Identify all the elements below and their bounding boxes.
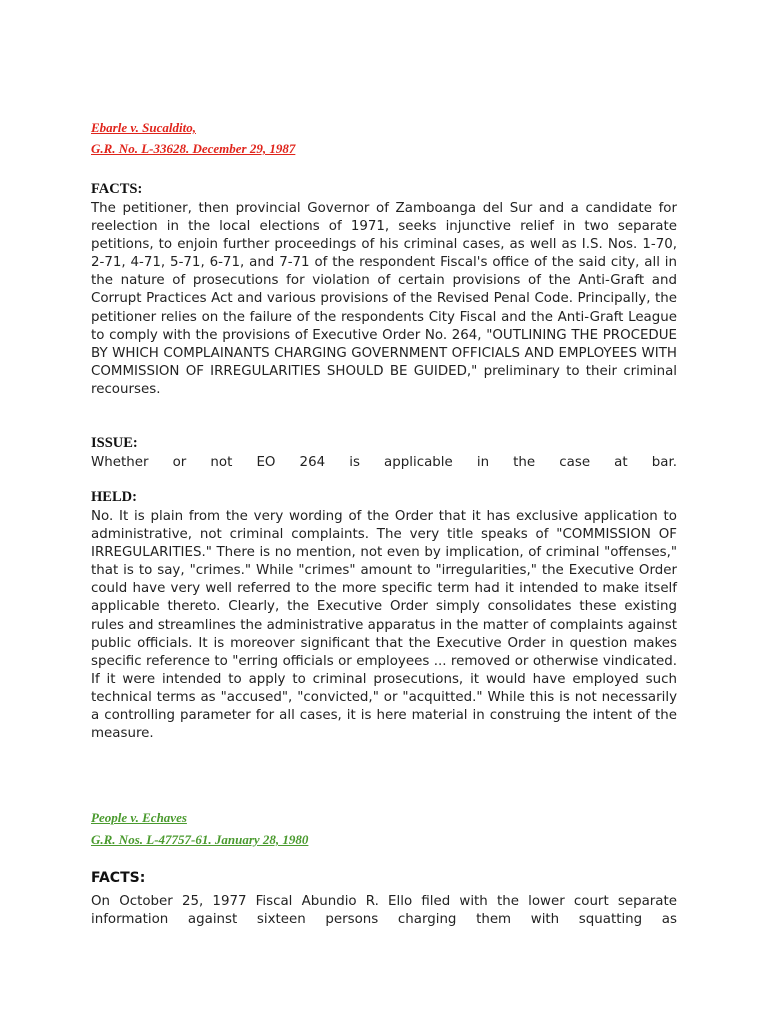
facts-heading: FACTS: [91,181,143,197]
facts-paragraph: On October 25, 1977 Fiscal Abundio R. Ello filed with the lower court separate information against sixteen persons charging them with squatting as [91,894,677,928]
facts-paragraph: The petitioner, then provincial Governor of Zamboanga del Sur and a candidate for reelection in the local elections of 1971, seeks injunctive relief in two separate petitions, to enjoin further proceedings of his criminal cases, as well as I.S. Nos. 1-70, 2-71, 4-71, 5-71, 6-71, and 7-71 of the respondent Fiscal's office of the said city, all in the nature of prosecutions for violation of certain provisions of the Anti-Graft and Corrupt Practices Act and various provisions of the Revised Penal Code. Principally, the petitioner relies on the failure of the respondents City Fiscal and the Anti-Graft League to comply with the provisions of Executive Order No. 264, "OUTLINING THE PROCEDUE BY WHICH COMPLAINANTS CHARGING GOVERNMENT OFFICIALS AND EMPLOYEES WITH COMMISSION OF IRREGULARITIES SHOULD BE GUIDED," preliminary to their criminal recourses. [91,201,677,397]
facts-heading: FACTS: [91,870,146,886]
case-citation[interactable]: G.R. Nos. L-47757-61. January 28, 1980 [91,832,309,847]
case-title[interactable]: People v. Echaves [91,810,187,825]
issue-paragraph: Whether or not EO 264 is applicable in the case at bar. [91,455,677,470]
case-citation[interactable]: G.R. No. L-33628. December 29, 1987 [91,141,296,156]
held-heading: HELD: [91,489,137,505]
case-title[interactable]: Ebarle v. Sucaldito, [91,120,196,135]
issue-heading: ISSUE: [91,435,138,451]
held-paragraph: No. It is plain from the very wording of the Order that it has exclusive application to administrative, not criminal complaints. The very title speaks of "COMMISSION OF IRREGULARITIES." There is no mention, not even by implication, of criminal "offenses," that is to say, "crimes." While "crimes" amount to "irregularities," the Executive Order could have very well referred to the more specific term had it intended to make itself applicable thereto. Clearly, the Executive Order simply consolidates these existing rules and streamlines the administrative apparatus in the matter of complaints against public officials. It is moreover significant that the Executive Order in question makes specific reference to "erring officials or employees ... removed or otherwise vindicated. If it were intended to apply to criminal prosecutions, it would have employed such technical terms as "accused", "convicted," or "acquitted." While this is not necessarily a controlling parameter for all cases, it is here material in construing the intent of the measure. [91,509,677,742]
